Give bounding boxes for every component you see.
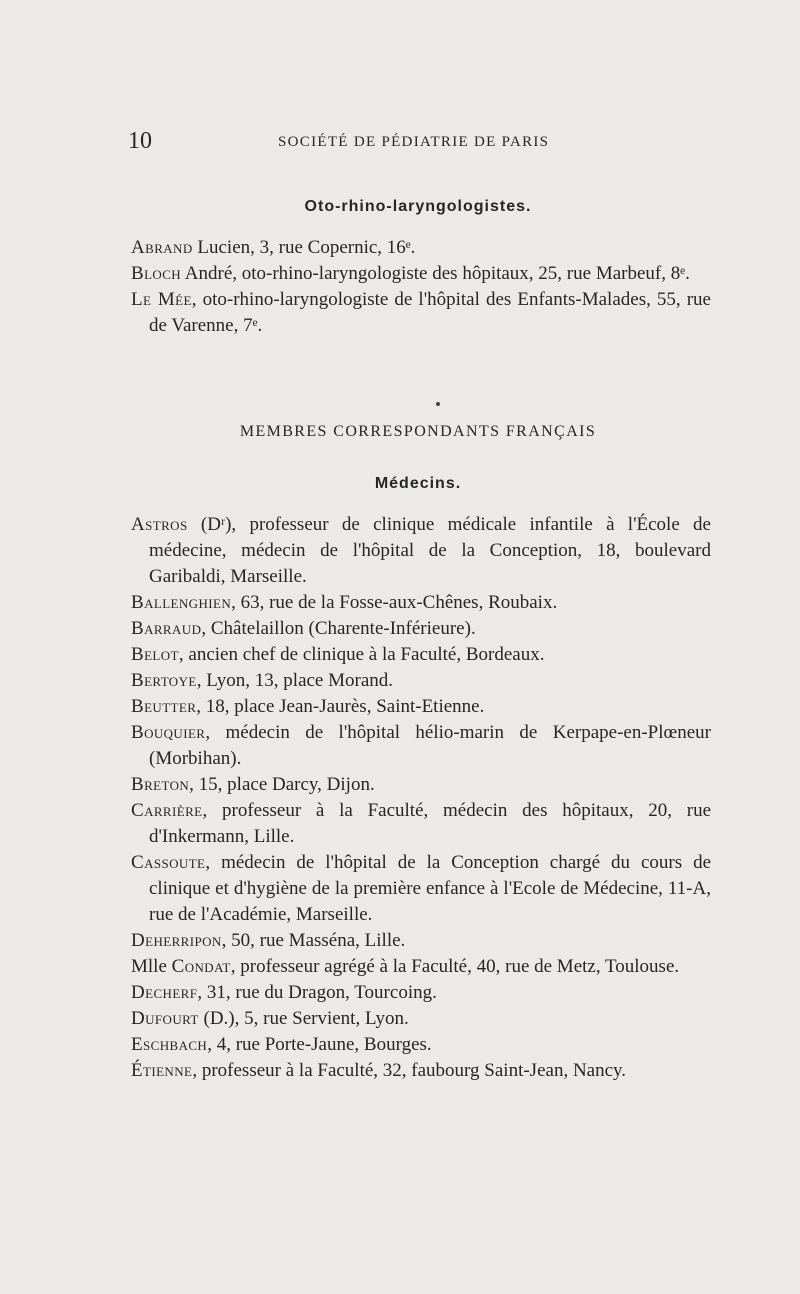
section-heading-medecins: Médecins. bbox=[374, 475, 462, 492]
list-item: Mlle Condat, professeur agrégé à la Faculté, 40, rue de Metz, Toulouse. bbox=[131, 956, 680, 977]
section-heading-oto: Oto-rhino-laryngologistes. bbox=[304, 198, 532, 215]
list-item: Bloch André, oto-rhino-laryngologiste des hôpitaux, 25, rue Marbeuf, 8ᵉ. bbox=[131, 263, 690, 284]
running-title: SOCIÉTÉ DE PÉDIATRIE DE PARIS bbox=[278, 134, 550, 150]
list-item: Beutter, 18, place Jean-Jaurès, Saint-Etienne. bbox=[131, 696, 485, 717]
ink-dot bbox=[436, 402, 440, 406]
list-item: Barraud, Châtelaillon (Charente-Inférieure). bbox=[131, 618, 476, 639]
section-title-members: MEMBRES CORRESPONDANTS FRANÇAIS bbox=[239, 423, 597, 440]
list-item: Astros (Dʳ), professeur de clinique médicale infantile à l'École de médecine, médecin de l'hôpital de la Conception, 18, boulevard Garibaldi, Marseille. bbox=[131, 514, 711, 587]
list-item: Breton, 15, place Darcy, Dijon. bbox=[131, 774, 375, 795]
list-item: Carrière, professeur à la Faculté, médecin des hôpitaux, 20, rue d'Inkermann, Lille. bbox=[131, 800, 711, 847]
entry-list-oto bbox=[131, 235, 711, 339]
page-number: 10 bbox=[128, 128, 152, 154]
list-item: Eschbach, 4, rue Porte-Jaune, Bourges. bbox=[131, 1034, 432, 1055]
list-item: Belot, ancien chef de clinique à la Faculté, Bordeaux. bbox=[131, 644, 545, 665]
running-head bbox=[128, 128, 708, 158]
list-item: Bertoye, Lyon, 13, place Morand. bbox=[131, 670, 394, 691]
list-item: Cassoute, médecin de l'hôpital de la Conception chargé du cours de clinique et d'hygiène de la première enfance à l'Ecole de Médecine, 11-A, rue de l'Académie, Marseille. bbox=[131, 852, 711, 925]
list-item: Dufourt (D.), 5, rue Servient, Lyon. bbox=[131, 1008, 409, 1029]
list-item: Ballenghien, 63, rue de la Fosse-aux-Chênes, Roubaix. bbox=[131, 592, 558, 613]
list-item: Étienne, professeur à la Faculté, 32, faubourg Saint-Jean, Nancy. bbox=[131, 1060, 627, 1081]
list-item: Bouquier, médecin de l'hôpital hélio-marin de Kerpape-en-Plœneur (Morbihan). bbox=[131, 722, 711, 769]
entry-list-medecins bbox=[131, 512, 711, 1084]
list-item: Le Mée, oto-rhino-laryngologiste de l'hôpital des Enfants-Malades, 55, rue de Varenne, 7ᵉ. bbox=[131, 289, 711, 336]
list-item: Decherf, 31, rue du Dragon, Tourcoing. bbox=[131, 982, 437, 1003]
list-item: Deherripon, 50, rue Masséna, Lille. bbox=[131, 930, 406, 951]
list-item: Abrand Lucien, 3, rue Copernic, 16ᵉ. bbox=[131, 237, 416, 258]
